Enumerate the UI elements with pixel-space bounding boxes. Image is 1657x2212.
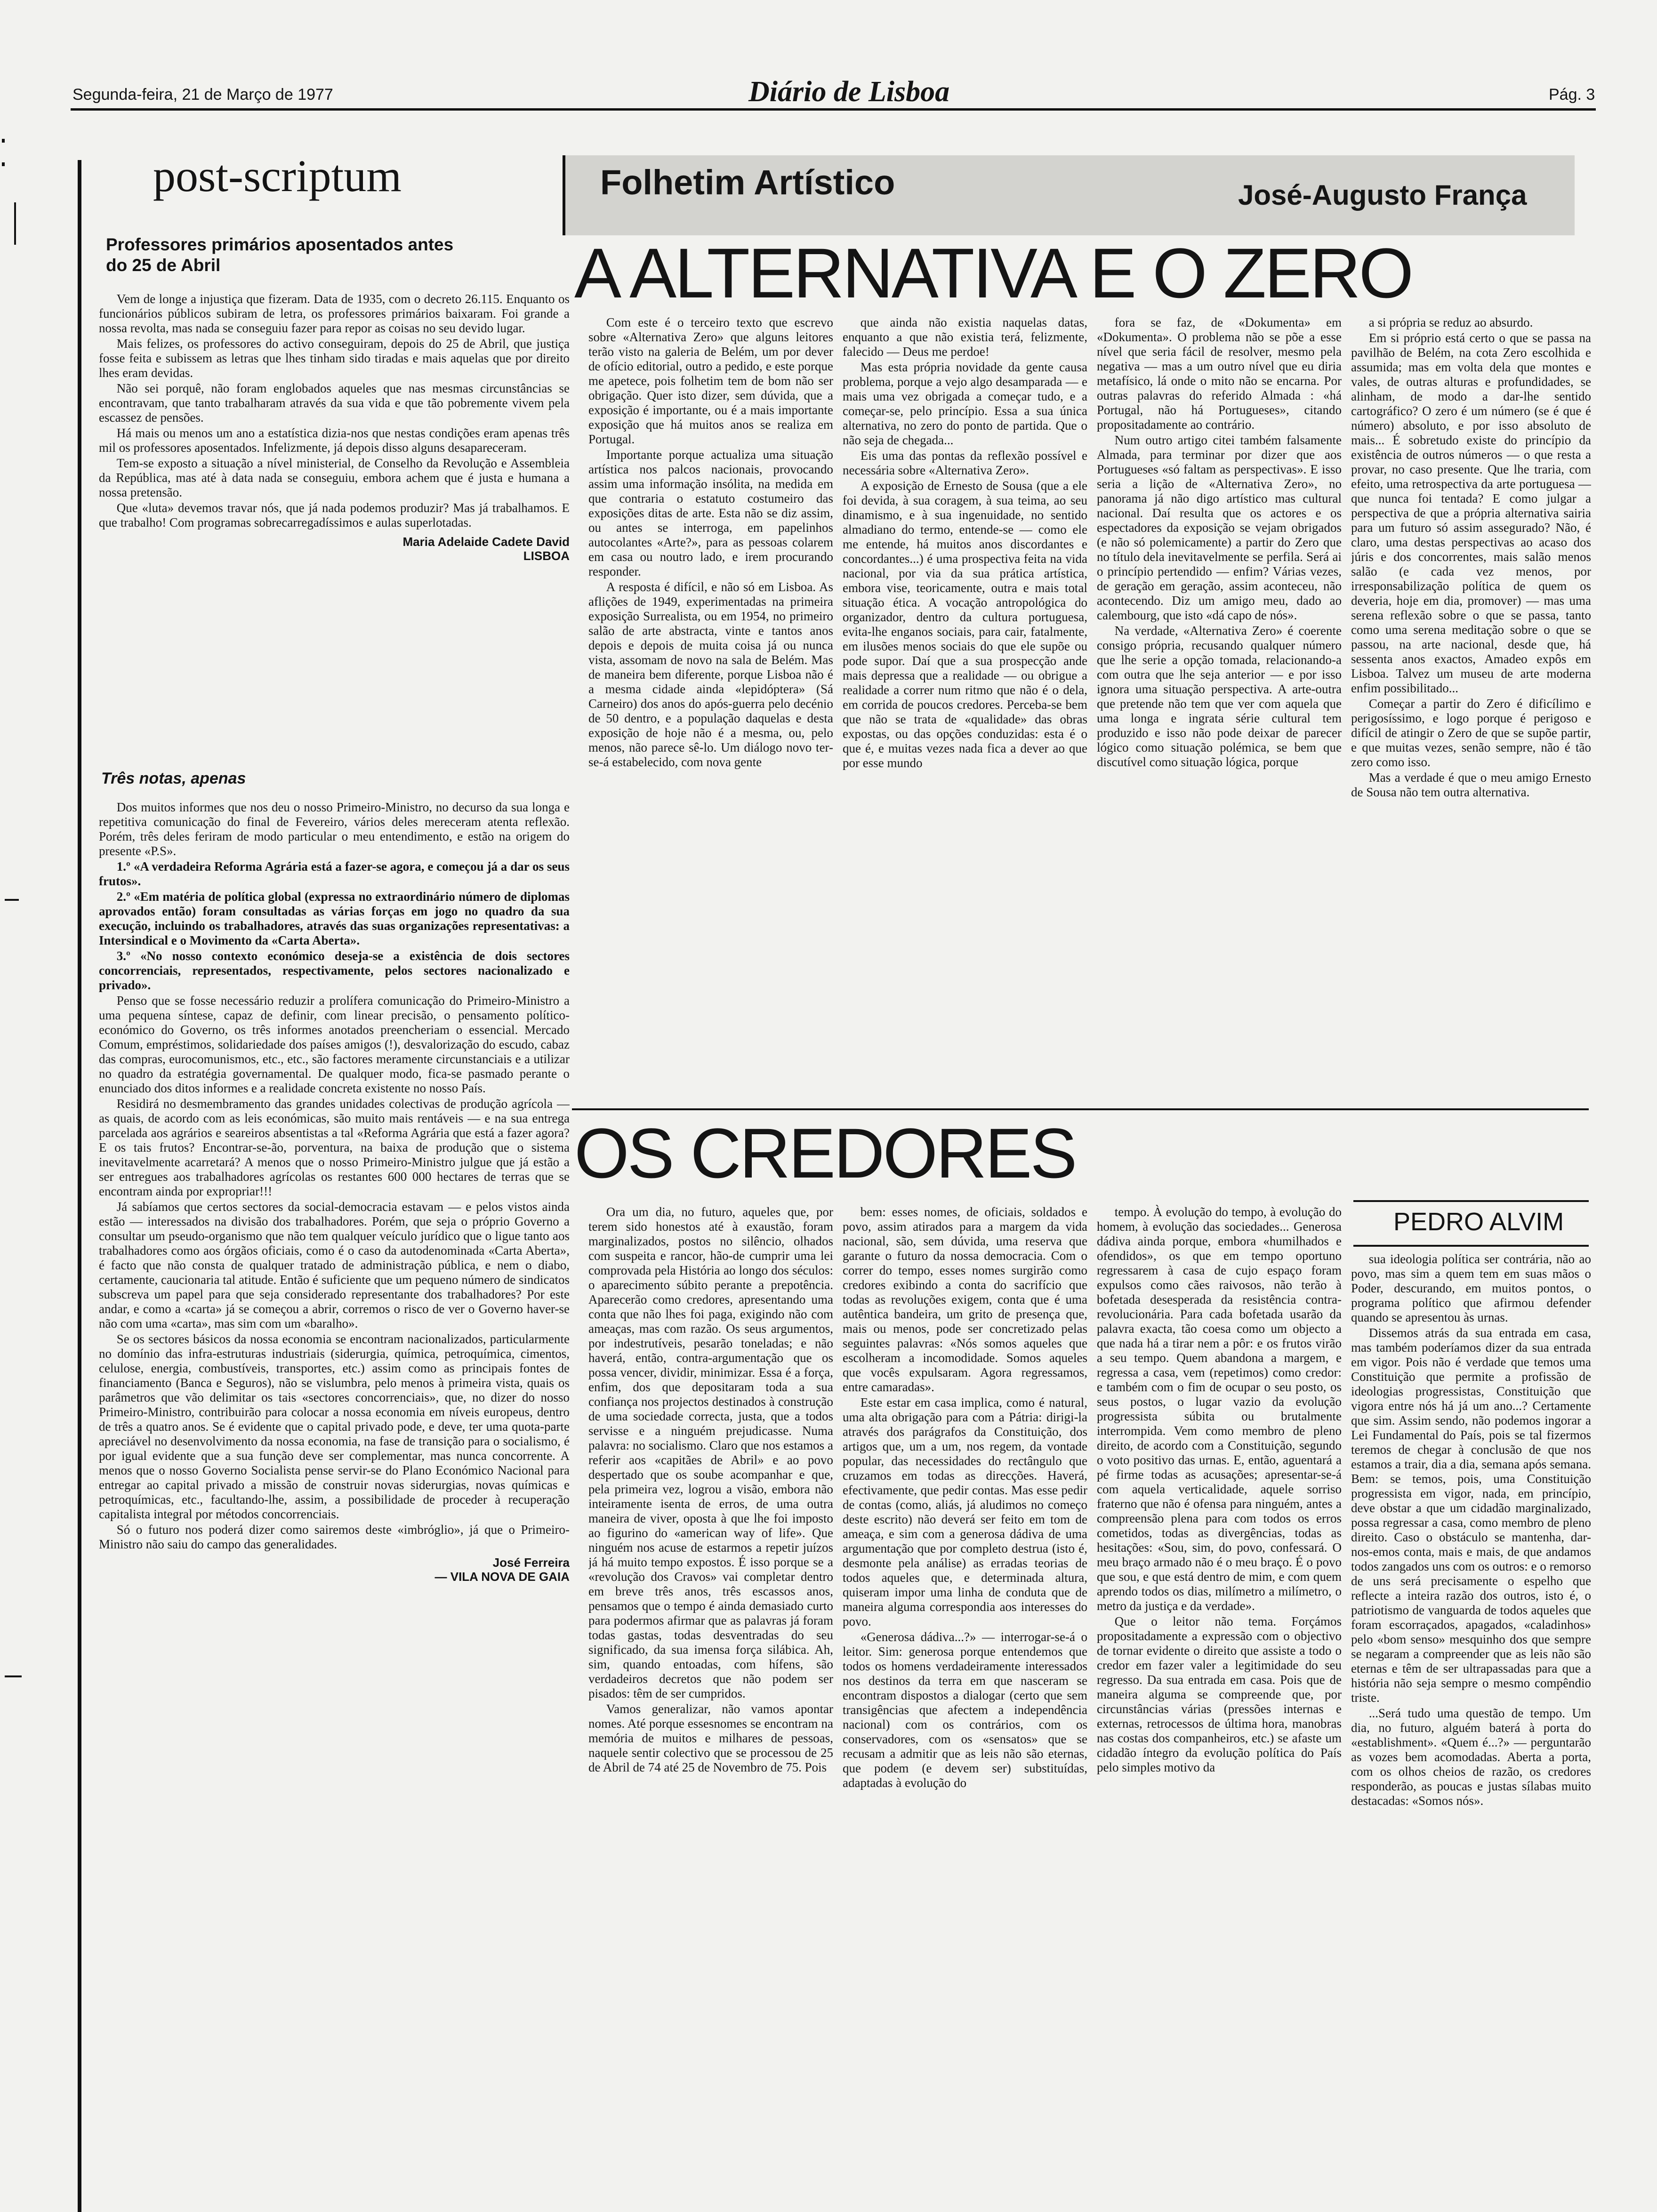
folhetim-paragraph: Num outro artigo citei também falsamente Almada, para terminar por dizer que aos Portugueses «só faltam as perspectivas». E isso seria a lição de «Alternativa Zero», no panorama já não digo artístico mas cultural nacional. Daí resulta que os actores e os espectadores da exposição se vejam obrigados (e não só polemicamente) a partir do Zero que no título dela inevitavelmente se perfila. Será ai o princípio pertendido — enfim? Várias vezes, de geração em geração, assim aconteceu, não acontecendo. Diz um amigo meu, dado ao calembourg, que isto «dá capo de nós». — [1097, 433, 1342, 622]
folhetim-left-rule — [563, 155, 565, 235]
notes-item: 1.º «A verdadeira Reforma Agrária está a fazer-se agora, e começou já a dar os seus frutos». — [99, 859, 570, 888]
ps-left-rule — [78, 160, 81, 2212]
credores-column-1 — [588, 1205, 833, 2188]
credores-paragraph: sua ideologia política ser contrária, não ao povo, mas sim a quem tem em suas mãos o Poder, descurando, em muitos pontos, o programa político que afirmou defender quando se apresentou às urnas. — [1351, 1252, 1591, 1324]
credores-paragraph: ...Será tudo uma questão de tempo. Um dia, no futuro, alguém baterá à porta do «establishment». «Quem é...?» — perguntarão as vozes bem acomodadas. Aberta a porta, com os olhos cheios de razão, os credores responderão, as poucas e justas sílabas muito destacadas: «Somos nós». — [1351, 1706, 1591, 1808]
author-box-top-rule — [1353, 1200, 1589, 1202]
notes-paragraph: Se os sectores básicos da nossa economia se encontram nacionalizados, particularmente no domínio das infra-estruturas industriais (siderurgia, química, petroquímica, cimentos, celulose, energia, combustíveis, transportes, etc.) assim como as principais fontes de financiamento (Banca e Seguros), não se vislumbra, pelo menos à primeira vista, quais os parâmetros que vão delimitar os tais «sectores concorrenciais», que, no dizer do nosso Primeiro-Ministro, contribuirão para colocar a nossa economia em níveis europeus, dentro de três a quatro anos. Se é evidente que o capital privado pode, e deve, ter uma quota-parte apreciável no desenvolvimento da nossa economia, na fase de transição para o socialismo, é por igual evidente que a sua função deve ser complementar, mas nunca concorrente. A menos que o nosso Governo Socialista pense servir-se do Plano Económico Nacional para entregar ao capital privado a missão de construir novas siderurgias, novas químicas e petroquímicas, etc., facultando-lhe, assim, a possibilidade de proceder à recuperação capitalista integral por métodos concorrenciais. — [99, 1332, 570, 1521]
ps-paragraph: Há mais ou menos um ano a estatística dizia-nos que nestas condições eram apenas três mil os professores aposentados. Infelizmente, já depois disso alguns desapareceram. — [99, 426, 570, 455]
ps-paragraph: Mais felizes, os professores do activo conseguiram, depois do 25 de Abril, que justiça fosse feita e subissem as letras que lhes tinham sido tiradas e mais aquelas que por direito lhes eram devidas. — [99, 337, 570, 380]
folhetim-paragraph: Eis uma das pontas da reflexão possível e necessária sobre «Alternativa Zero». — [843, 449, 1087, 477]
credores-paragraph: Vamos generalizar, não vamos apontar nomes. Até porque essesnomes se encontram na memória de muitos e milhares de pessoas, naquele sentir colectivo que se processou de 25 de Abril de 74 até 25 de Novembro de 75. Pois — [588, 1702, 833, 1774]
folhetim-paragraph: A resposta é difícil, e não só em Lisboa. As aflições de 1949, experimentadas na primeira exposição Surrealista, ou em 1954, no primeiro salão de arte abstracta, vinte e tantos anos depois e depois de muita coisa já ou nunca vista, assomam de novo na sala de Belém. Mas de maneira bem diferente, porque Lisboa não é a mesma cidade ainda «lepidóptera» (Sá Carneiro) dos anos do após-guerra pelo decénio de 50 dentro, e a população daquelas e desta exposição de hoje não é a mesma, ou, pelo menos, não parece sê-lo. Um diálogo novo ter-se-á estabelecido, com nova gente — [588, 580, 833, 769]
credores-column-3 — [1097, 1205, 1342, 2188]
credores-paragraph: «Generosa dádiva...?» — interrogar-se-á o leitor. Sim: generosa porque entendemos que todos os homens verdadeiramente interessados nos destinos da terra em que nasceram se encontram dispostos a dialogar (certo que sem transigências que afectem a independência nacional) com os contrários, com os conservadores, com os «sensatos» que se recusam a admitir que as leis não são eternas, que podem (e devem ser) substituídas, adaptadas à evolução do — [843, 1630, 1087, 1790]
credores-column-2 — [843, 1205, 1087, 2188]
credores-paragraph: tempo. À evolução do tempo, à evolução do homem, à evolução das sociedades... Generosa dádiva ainda porque, embora «humilhados e ofendidos», os que em tempo oportuno regressarem à casa de cujo espaço foram expulsos como cães raivosos, não terão à bofetada desesperada da resistência contra-revolucionária. Para cada bofetada usarão da palavra exacta, tão coesa como um objecto a que nada há a tirar nem a pôr: e os frutos virão a seu tempo. Quem abandona a margem, e regressa a casa, vem (repetimos) como credor: e também com o fim de ocupar o seu posto, os seus postos, o lugar vazio da evolução progressista súbita ou brutalmente interrompida. Vem como membro de pleno direito, de acordo com a Constituição, segundo o voto positivo das urnas. E, então, aguentará a pé firme todas as acusações; apresentar-se-á com aquela verticalidade, aquele sorriso fraterno que não é ofensa para ninguém, antes a compreensão plena para com todos os erros cometidos, todas as divergências, todas as hesitações: «Sou, sim, do povo, confessará. O meu braço armado não é o meu braço. É o povo que sou, e que está dentro de mim, e com quem aprendo todos os dias, milímetro a milímetro, o metro da justiça e da verdade». — [1097, 1205, 1342, 1613]
masthead: Diário de Lisboa — [748, 76, 950, 108]
author-box-bottom-rule — [1353, 1245, 1589, 1247]
folhetim-headline: A ALTERNATIVA E O ZERO — [574, 233, 1412, 313]
notes-item: 2.º «Em matéria de política global (expressa no extraordinário número de diplomas aprovados então) foram consultadas as várias forças em jogo no quadro da sua execução, incluindo os trabalhadores, através das suas organizações representativas: a Intersindical e o Movimento da «Carta Aberta». — [99, 890, 570, 947]
ps-title: post-scriptum — [153, 151, 402, 201]
folhetim-paragraph: Mas a verdade é que o meu amigo Ernesto de Sousa não tem outra alternativa. — [1351, 770, 1591, 799]
notes-signature-place: — VILA NOVA DE GAIA — [434, 1570, 570, 1584]
folhetim-column-4 — [1351, 315, 1591, 1097]
margin-mark — [14, 202, 16, 245]
folhetim-column-1 — [588, 315, 833, 1097]
notes-article — [99, 800, 570, 2200]
ps-paragraph: Vem de longe a injustiça que fizeram. Data de 1935, com o decreto 26.115. Enquanto os funcionários públicos subiram de letra, os professores primários baixaram. Foi grande a nossa revolta, mas nada se conseguiu fazer para repor as coisas no seu devido lugar. — [99, 292, 570, 335]
folhetim-paragraph: A exposição de Ernesto de Sousa (que a ele foi devida, à sua coragem, à sua teima, ao seu dinamismo, e à sua ingenuidade, no sentido almadiano do termo, entende-se — como ele me entende, há muitos anos discordantes e concordantes...) é uma prospectiva feita na vida nacional, por via da sua prática artística, embora vise, teoricamente, outra e mais total situação ética. A vocação antropológica do organizador, dentro da cultura portuguesa, evita-lhe enganos sociais, para cair, fatalmente, em ilusões menos sociais do que ele supõe ou pode supor. Daí que a sua prospecção ande mais depressa que a realidade — ou obrigue a realidade a correr num ritmo que não é o dela, em corrida de poucos credores. Perceba-se bem que não se trata de «qualidade» das obras expostas, ou das opções conduzidas: esta é o que é, e muitas vezes nada fica a dever ao que por esse mundo — [843, 479, 1087, 770]
notes-signature-name: José Ferreira — [492, 1555, 570, 1570]
ps-paragraph: Não sei porquê, não foram englobados aqueles que nas mesmas circunstâncias se encontravam, que tanto trabalharam através da sua vida e que tão pobremente vivem pela escassez de pensões. — [99, 381, 570, 425]
margin-mark — [5, 899, 19, 901]
credores-paragraph: Ora um dia, no futuro, aqueles que, por terem sido honestos até à exaustão, foram marginalizados, postos no silêncio, olhados com suspeita e rancor, hão-de cumprir uma lei comprovada pela História ao longo dos séculos: o aparecimento súbito perante a prepotência. Aparecerão como credores, apresentando uma conta que não lhes foi paga, exigindo não com ameaças, mas com razão. Os seus argumentos, por indestrutíveis, pesarão toneladas; e não haverá, então, contra-argumentação que os possa vencer, dividir, minimizar. Essa é a força, enfim, dos que depositaram toda a sua confiança nos projectos destinados à construção de uma sociedade correcta, justa, que a todos servisse e a ninguém prejudicasse. Numa palavra: no socialismo. Claro que nos estamos a referir aos «capitães de Abril» e ao povo despertado que os soube acompanhar e que, pela primeira vez, logrou a visão, embora não inteiramente isenta de erros, de uma outra maneira de viver, oposta à que lhe foi imposto ao figurino do «american way of life». Que ninguém nos acuse de estarmos a repetir juízos já há muito tempo expostos. É isso porque se a «revolução dos Cravos» vai completar dentro em breve três anos, três escassos anos, pensamos que o tempo é ainda demasiado curto para podermos afirmar que as palavras já foram todas gastas, todas desventradas do seu significado, da sua imensa força silábica. Ah, sim, quando entoadas, com hífens, são verdadeiros decretos que não podem ser pisados: têm de ser cumpridos. — [588, 1205, 833, 1700]
page-number: Pág. 3 — [1549, 86, 1595, 104]
notes-paragraph: Residirá no desmembramento das grandes unidades colectivas de produção agrícola — as quais, de acordo com as leis económicas, são muito mais rentáveis — e na sua entrega parcelada aos agrários e seareiros absentistas a tal «Reforma Agrária que está a fazer agora? E os tais frutos? Encontrar-se-ão, porventura, na baixa de produção que o sistema inevitavelmente acarretará? A menos que o nosso Primeiro-Ministro julgue que já estão a ser entregues aos trabalhadores agrícolas os restantes 600 000 hectares de terras que se encontram ainda por expropriar!!! — [99, 1097, 570, 1198]
margin-mark — [2, 162, 5, 166]
folhetim-paragraph: Mas esta própria novidade da gente causa problema, porque a vejo algo desamparada — e mais uma vez obrigada a começar tudo, e a começar-se, pelo princípio. Essa a sua única alternativa, no zero do ponto de partida. Que o não seja de chegada... — [843, 360, 1087, 447]
folhetim-column-2 — [843, 315, 1087, 1097]
section-divider — [572, 1108, 1589, 1110]
folhetim-column-3 — [1097, 315, 1342, 1097]
folhetim-paragraph: fora se faz, de «Dokumenta» em «Dokumenta». O problema não se põe a esse nível que seria fácil de resolver, mesmo pela negativa — mas a um outro nível que eu diria metafísico, lá onde o mito não se encarna. Por outras palavras do referido Almada : «há Portugal, não há Portugueses», citando propositadamente ao contrário. — [1097, 315, 1342, 432]
credores-paragraph: Este estar em casa implica, como é natural, uma alta obrigação para com a Pátria: dirigi-la através dos parágrafos da Constituição, dos artigos que, um a um, nos regem, da vontade popular, das necessidades do rectângulo que cruzamos em todas as direcções. Haverá, efectivamente, que pedir contas. Mas esse pedir de contas (como, aliás, já aludimos no começo deste escrito) não deverá ser feito em tom de ameaça, e sim com a generosa dádiva de uma argumentação que por completo destrua (isto é, desmonte pela análise) as erradas teorias de todos aqueles que, e determinada altura, quiseram impor uma linha de conduta que de maneira alguma correspondia aos interesses do povo. — [843, 1395, 1087, 1628]
margin-mark — [5, 1675, 22, 1677]
notes-title: Três notas, apenas — [101, 769, 246, 787]
ps-paragraph: Tem-se exposto a situação a nível ministerial, de Conselho da Revolução e Assembleia da República, mas até à data nada se conseguiu, embora achem que é justa e humana a nossa pretensão. — [99, 456, 570, 499]
folhetim-paragraph: Em si próprio está certo o que se passa na pavilhão de Belém, na cota Zero escolhida e assumida; mas em volta dela que montes e vales, de outras alturas e profundidades, se alinham, de modo a dar-lhe sentido cartográfico? O zero é um número (se é que é número) absoluto, e por isso absoluto de mais... É sobretudo existe do princípio da existência de outros números — o que resta a provar, no caso presente. Que lhe traria, com efeito, uma retrospectiva da arte portuguesa — que nunca foi tentada? E como julgar a perspectiva de que a própria alternativa sairia para um futuro só assim assegurado? Não, é claro, uma destas perspectivas ao acaso dos júris e dos concorrentes, mais salão menos salão (e cada vez menos, por irresponsabilização política de quem os deveria, hoje em dia, promover) — mas uma serena reflexão sobre o que se passa, tanto como uma serena meditação sobre o que se passou, na arte nacional, desde que, há sessenta anos exactos, Amadeo expôs em Lisboa. Talvez um museu de arte moderna enfim possibilitado... — [1351, 331, 1591, 695]
folhetim-paragraph: Importante porque actualiza uma situação artística nos palcos nacionais, provocando assim uma informação insólita, na medida em que contraria o estatuto costumeiro das exposições ditas de arte. Esta não se diz assim, ou antes se interroga, em papelinhos autocolantes «Arte?», para as pessoas colarem em casa ou noutro lado, e irem procurando responder. — [588, 448, 833, 578]
header-rule — [71, 108, 1596, 111]
folhetim-paragraph: Na verdade, «Alternativa Zero» é coerente consigo própria, recusando qualquer número que lhe serie a opção tomada, relacionando-a com outra que lhe seja anterior — e por isso ignora uma situação perspectiva. A arte-outra que pretende não tem que ver com aquela que uma longa e ingrata série cultural tem produzido e isso não pode deixar de parecer lógico como situação polémica, se bem que discutível como situação lógica, porque — [1097, 624, 1342, 769]
ps-signature-name: Maria Adelaide Cadete David — [402, 535, 570, 549]
notes-paragraph: Penso que se fosse necessário reduzir a prolífera comunicação do Primeiro-Ministro a uma pequena síntese, capaz de definir, com linear precisão, o pensamento político-económico do Governo, os três informes anotados preencheriam o essencial. Mercado Comum, empréstimos, solidariedade dos países amigos (!), desvalorização do escudo, cabaz das compras, eurocomunismos, etc., etc., são factores meramente circunstanciais e a utilizar no quadro da estratégia governamental. De qualquer modo, fica-se pasmado perante o enunciado dos ditos informes e a realidade concreta existente no nosso País. — [99, 994, 570, 1095]
credores-headline: OS CREDORES — [574, 1114, 1076, 1193]
folhetim-paragraph: a si própria se reduz ao absurdo. — [1368, 315, 1533, 329]
credores-paragraph: bem: esses nomes, de oficiais, soldados e povo, assim atirados para a margem da vida nacional, são, sem dúvida, uma reserva que garante o futuro da nossa democracia. Com o correr do tempo, esses nomes surgirão como credores exibindo a conta do sacrifício que todas as revoluções exigem, conta que é uma autêntica bandeira, um grito de presença que, mais ou menos, pode ser concretizado pelas seguintes palavras: «Nós somos aqueles que escolheram a incomodidade. Somos aqueles que vocês expulsaram. Agora regressamos, entre camaradas». — [843, 1205, 1087, 1394]
margin-mark — [2, 139, 5, 143]
notes-paragraph: Já sabíamos que certos sectores da social-democracia estavam — e pelos vistos ainda estão — interessados na divisão dos trabalhadores. Porém, que seja o próprio Governo a consultar um pseudo-organismo que não tem qualquer veículo jurídico que o ligue tanto aos trabalhadores como aos órgãos oficiais, como é o caso da autodenominada «Carta Aberta», é facto que não consta de qualquer tratado de administração pública, e nem o diabo, certamente, caucionaria tal atitude. Então é suficiente que um pequeno número de sindicatos subscreva um papel para que seja considerado representante dos trabalhadores? Por este andar, e como a «carta» já se começou a abrir, corremos o risco de ver o Governo haver-se não com uma «carta», mas sim com um «baralho». — [99, 1200, 570, 1330]
folhetim-section: Folhetim Artístico — [600, 163, 895, 202]
ps-letter — [99, 292, 570, 729]
folhetim-paragraph: que ainda não existia naquelas datas, enquanto a que não existia terá, felizmente, falecido — Deus me perdoe! — [843, 315, 1087, 359]
folhetim-paragraph: Começar a partir do Zero é dificílimo e perigosíssimo, e logo porque é perigoso e difícil de atingir o Zero de que se supõe partir, e que muitas vezes, senão sempre, não é tão zero como isso. — [1351, 697, 1591, 769]
ps-signature-place: LISBOA — [523, 549, 570, 563]
notes-intro: Dos muitos informes que nos deu o nosso Primeiro-Ministro, no decurso da sua longa e repetitiva comunicação do final de Fevereiro, vários deles mereceram atenta reflexão. Porém, três deles feriram de modo particular o meu entendimento, e estão na origem do presente «P.S». — [99, 800, 570, 858]
ps-paragraph: Que «luta» devemos travar nós, que já nada podemos produzir? Mas já trabalhamos. E que trabalho! Com programas sobrecarregadíssimos e aulas superlotadas. — [99, 501, 570, 529]
credores-column-4 — [1351, 1252, 1591, 2188]
folhetim-paragraph: Com este é o terceiro texto que escrevo sobre «Alternativa Zero» que alguns leitores terão visto na galeria de Belém, um por dever de ofício editorial, outro a pedido, e este porque me apetece, pois folhetim tem de bom não ser obrigação. Quer isto dizer, sem dúvida, que a exposição é importante, ou é a mais importante exposição que há muitos anos se realiza em Portugal. — [588, 315, 833, 446]
credores-paragraph: Dissemos atrás da sua entrada em casa, mas também poderíamos dizer da sua entrada em vigor. Pois não é verdade que temos uma Constituição que permite a profissão de ideologias progressistas, Constituição que vigora entre nós há já um ano...? Certamente que sim. Assim sendo, não podemos ingorar a Lei Fundamental do País, pois se tal fizermos teremos de chegar à conclusão de que nos estamos a trair, dia a dia, semana após semana. Bem: se temos, pois, uma Constituição progressista em vigor, nada, em princípio, deve obstar a que um cidadão marginalizado, possa regressar a casa, como membro de pleno direito. Caso o obstáculo se mantenha, dar-nos-emos conta, mais e mais, de que andamos todos zangados uns com os outros: e o remorso de uns será precisamente o espelho que reflecte a inteira razão dos outros, isto é, o patriotismo de vanguarda de todos aqueles que foram escorraçados, apagados, «caladinhos» pelo «bom senso» mesquinho dos que sempre se negaram a compreender que as leis não são eternas e têm de ser ultrapassadas para que a história não seja sempre o mesmo compêndio triste. — [1351, 1326, 1591, 1705]
issue-date: Segunda-feira, 21 de Março de 1977 — [72, 86, 333, 104]
credores-author: PEDRO ALVIM — [1393, 1208, 1564, 1236]
notes-paragraph: Só o futuro nos poderá dizer como sairemos deste «imbróglio», já que o Primeiro-Ministro não saiu do campo das generalidades. — [99, 1523, 570, 1551]
folhetim-author: José-Augusto França — [1238, 179, 1527, 211]
ps-headline: Professores primários aposentados antes do 25 de Abril — [106, 235, 454, 275]
credores-paragraph: Que o leitor não tema. Forçámos propositadamente a expressão com o objectivo de tornar evidente o direito que assiste a todo o credor em fazer valer a legitimidade do seu regresso. Da sua entrada em casa. Pois que de maneira alguma se compreende que, por circunstâncias várias (pressões internas e externas, retrocessos de última hora, manobras nas costas dos companheiros, etc.) se afaste um cidadão íntegro da evolução política do País pelo simples motivo da — [1097, 1614, 1342, 1774]
notes-item: 3.º «No nosso contexto económico deseja-se a existência de dois sectores concorrenciais, representados, respectivamente, pelos sectores nacionalizado e privado». — [99, 949, 570, 992]
